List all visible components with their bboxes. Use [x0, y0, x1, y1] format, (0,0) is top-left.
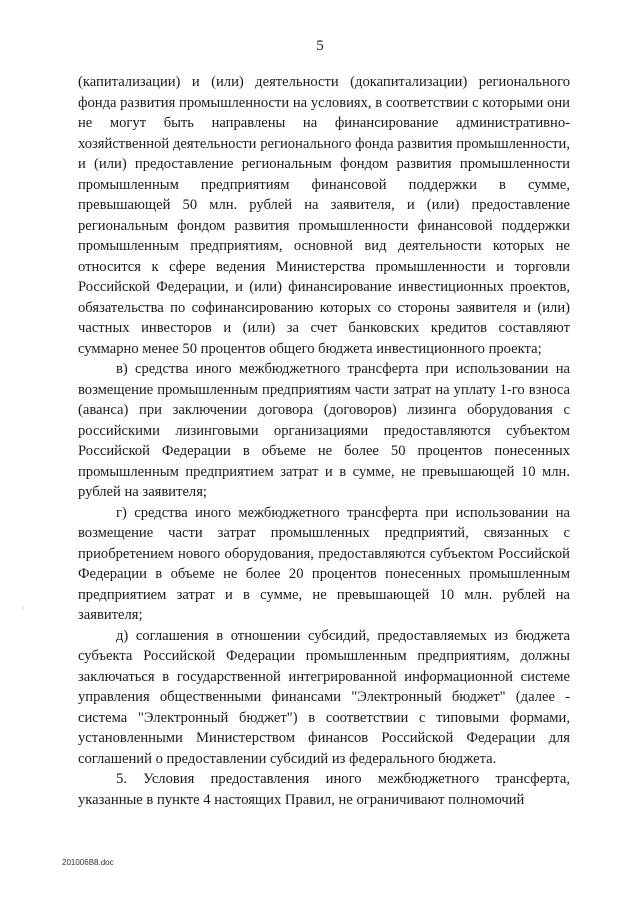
margin-mark: · — [22, 604, 25, 613]
paragraph-item-v: в) средства иного межбюджетного трансферта при использовании на возмещение промышленным предприятиям части затрат на уплату 1-го взноса (аванса) при заключении договора (договоров) лизинга оборудования с российскими лизинговыми организациями предоставляются субъектом Российской Федерации в объеме не более 50 процентов понесенных промышленным предприятием затрат и в сумме, не превышающей 10 млн. рублей на заявителя; — [78, 361, 570, 500]
paragraph-continuation: (капитализации) и (или) деятельности (докапитализации) регионального фонда развития промышленности на условиях, в соответствии с которыми они не могут быть направлены на финансирование административно-хозяйственной деятельности регионального фонда развития промышленности, и (или) предоставление региональным фондом развития промышленности промышленным предприятиям финансовой поддержки в сумме, превышающей 50 млн. рублей на заявителя, и (или) предоставление региональным фондом развития промышленности финансовой поддержки промышленным предприятиям, основной вид деятельности которых не относится к сфере ведения Министерства промышленности и торговли Российской Федерации, и (или) финансирование инвестиционных проектов, обязательства по софинансированию которых со стороны заявителя и (или) частных инвесторов и (или) за счет банковских кредитов составляют суммарно менее 50 процентов общего бюджета инвестиционного проекта; — [78, 74, 570, 357]
page-number: 5 — [316, 38, 324, 54]
paragraph-section-5: 5. Условия предоставления иного межбюджетного трансферта, указанные в пункте 4 настоящих Правил, не ограничивают полномочий — [78, 771, 570, 808]
footer-file-code: 201006B8.doc — [62, 858, 114, 867]
document-body — [78, 72, 570, 810]
paragraph-item-g: г) средства иного межбюджетного трансферта при использовании на возмещение части затрат промышленных предприятий, связанных с приобретением нового оборудования, предоставляются субъектом Российской Федерации в объеме не более 20 процентов понесенных промышленным предприятием затрат и в сумме, не превышающей 10 млн. рублей на заявителя; — [78, 504, 570, 623]
paragraph-item-d: д) соглашения в отношении субсидий, предоставляемых из бюджета субъекта Российской Федерации промышленным предприятиям, должны заключаться в государственной интегрированной информационной системе управления общественными финансами "Электронный бюджет" (далее - система "Электронный бюджет") в соответствии с типовыми формами, установленными Министерством финансов Российской Федерации для соглашений о предоставлении субсидий из федерального бюджета. — [78, 627, 570, 767]
